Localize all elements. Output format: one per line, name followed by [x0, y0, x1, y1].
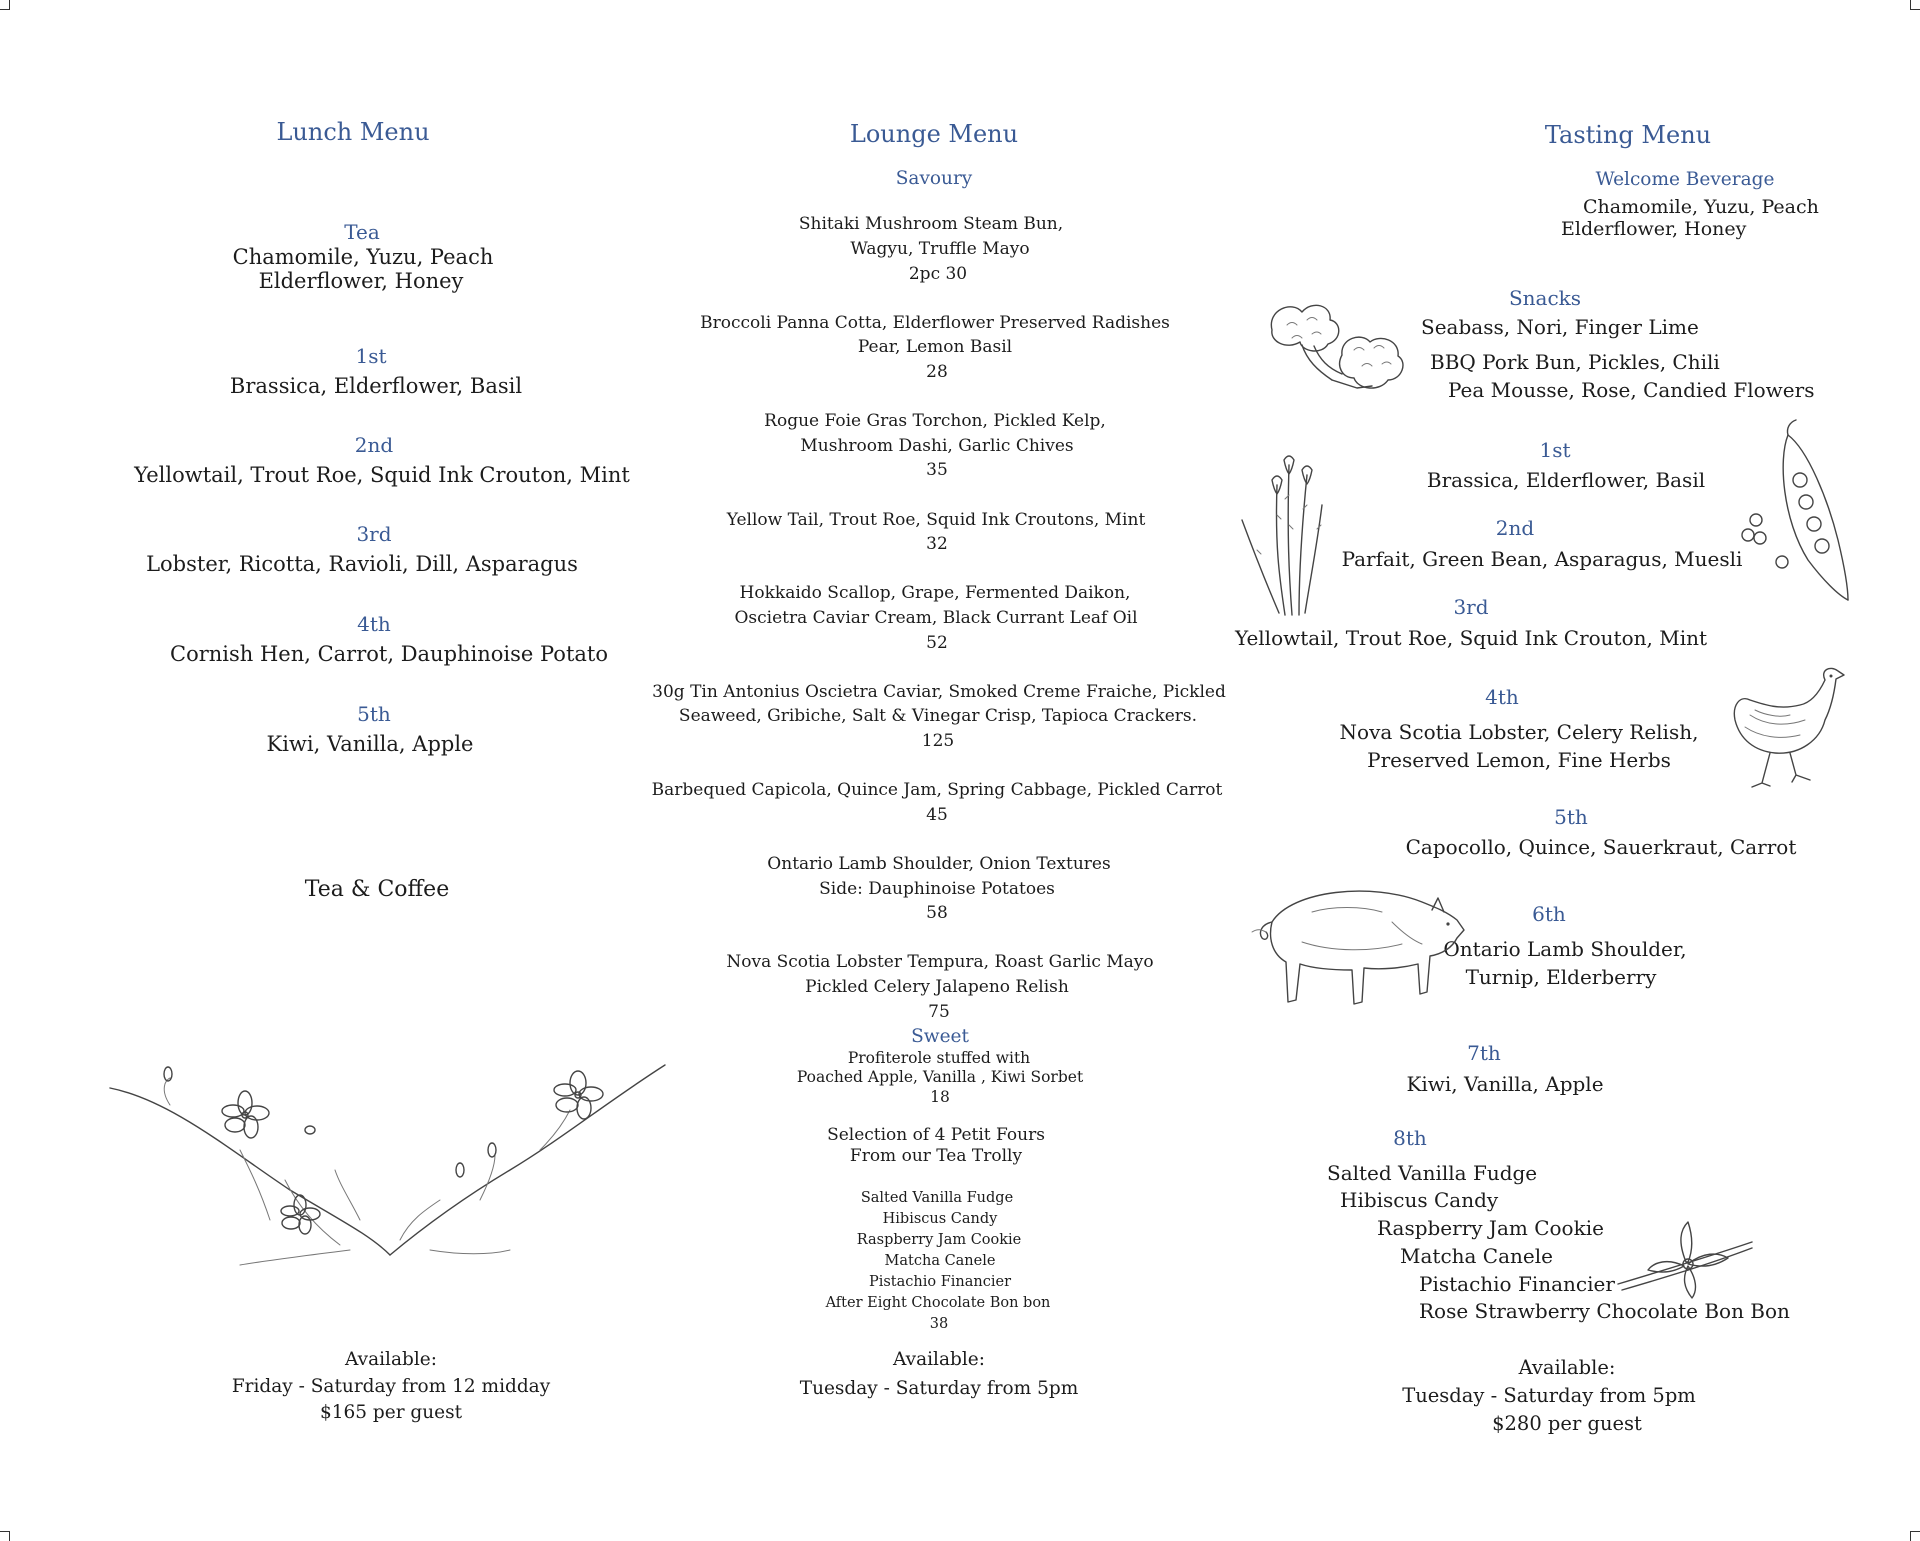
lunch-course-line: Kiwi, Vanilla, Apple — [266, 732, 474, 756]
lunch-course-line: Yellowtail, Trout Roe, Squid Ink Crouton, Mint — [134, 463, 630, 487]
lounge-item-line: 30g Tin Antonius Oscietra Caviar, Smoked Creme Fraiche, Pickled — [652, 682, 1226, 702]
tasting-course-line: Capocollo, Quince, Sauerkraut, Carrot — [1405, 835, 1797, 859]
tasting-course-label: 3rd — [1453, 595, 1489, 619]
tasting-course-label: 5th — [1554, 805, 1588, 829]
tasting-snack-item: BBQ Pork Bun, Pickles, Chili — [1430, 350, 1720, 374]
asparagus-illustration — [1237, 455, 1347, 624]
lunch-course-line: Brassica, Elderflower, Basil — [229, 374, 523, 398]
lounge-item-line: Pear, Lemon Basil — [857, 337, 1013, 357]
petit-four-item: After Eight Chocolate Bon bon — [825, 1295, 1051, 1311]
tasting-course-line: Hibiscus Candy — [1340, 1188, 1499, 1212]
lunch-course-line: Elderflower, Honey — [258, 269, 464, 293]
lounge-item-line: Oscietra Caviar Cream, Black Currant Leaf Oil — [734, 608, 1138, 628]
lounge-item-line: Seaweed, Gribiche, Salt & Vinegar Crisp, Tapioca Crackers. — [678, 706, 1198, 726]
lounge-item-line: Ontario Lamb Shoulder, Onion Textures — [767, 854, 1111, 874]
lounge-item-line: Yellow Tail, Trout Roe, Squid Ink Croutons, Mint — [726, 510, 1146, 530]
lounge-item-line: Shitaki Mushroom Steam Bun, — [798, 214, 1064, 234]
floral-wreath-illustration — [110, 1060, 670, 1284]
tasting-course-line: Yellowtail, Trout Roe, Squid Ink Crouton, Mint — [1234, 626, 1708, 650]
lounge-item-price: 58 — [926, 903, 948, 923]
lunch-course-line: Lobster, Ricotta, Ravioli, Dill, Asparagus — [146, 552, 578, 576]
tasting-course-label: 4th — [1485, 685, 1519, 709]
petit-four-item: Matcha Canele — [884, 1253, 996, 1269]
tasting-course-label: 1st — [1539, 438, 1571, 462]
tasting-course-line: Rose Strawberry Chocolate Bon Bon — [1419, 1299, 1790, 1323]
lunch-course-label: 4th — [357, 612, 391, 636]
tasting-course-line: Kiwi, Vanilla, Apple — [1406, 1072, 1604, 1096]
lunch-course-label: 5th — [357, 702, 391, 726]
lounge-item-price: 35 — [926, 460, 948, 480]
lunch-course-label: Tea — [344, 220, 380, 244]
petit-four-item: Salted Vanilla Fudge — [860, 1190, 1014, 1206]
tasting-course-label: 8th — [1393, 1126, 1427, 1150]
lounge-item-price: 45 — [926, 805, 948, 825]
pea-pod-illustration — [1738, 420, 1858, 609]
lounge-item-line: Rogue Foie Gras Torchon, Pickled Kelp, — [764, 411, 1106, 431]
petit-four-item: Raspberry Jam Cookie — [856, 1232, 1022, 1248]
lounge-item-price: 32 — [926, 534, 948, 554]
lunch-course-label: 2nd — [354, 433, 394, 457]
lunch-availability-days: Friday - Saturday from 12 midday — [231, 1376, 551, 1397]
lunch-course-label: 1st — [355, 344, 387, 368]
tasting-snack-item: Seabass, Nori, Finger Lime — [1421, 315, 1699, 339]
lounge-item-line: Broccoli Panna Cotta, Elderflower Preserved Radishes — [700, 313, 1170, 333]
tasting-snacks-label: Snacks — [1508, 286, 1582, 310]
lounge-availability-days: Tuesday - Saturday from 5pm — [799, 1378, 1079, 1399]
hen-illustration — [1730, 665, 1845, 794]
pig-illustration — [1252, 882, 1467, 1016]
tasting-course-label: 2nd — [1495, 516, 1535, 540]
tasting-course-line: Salted Vanilla Fudge — [1327, 1161, 1538, 1185]
lounge-item-price: 75 — [928, 1002, 950, 1022]
lounge-sweet-line: Poached Apple, Vanilla , Kiwi Sorbet — [796, 1068, 1084, 1086]
crop-mark-bottom-left — [0, 1531, 10, 1541]
tasting-course-line: Preserved Lemon, Fine Herbs — [1367, 748, 1671, 772]
tasting-availability-label: Available: — [1518, 1356, 1616, 1379]
petit-fours-title: Selection of 4 Petit Fours — [827, 1125, 1045, 1145]
tasting-course-line: Parfait, Green Bean, Asparagus, Muesli — [1341, 547, 1743, 571]
lounge-menu-title: Lounge Menu — [849, 120, 1019, 148]
lounge-item-price: 52 — [926, 633, 948, 653]
tasting-welcome-label: Welcome Beverage — [1595, 169, 1775, 190]
lounge-item-line: Side: Dauphinoise Potatoes — [819, 879, 1055, 899]
tasting-availability-days: Tuesday - Saturday from 5pm — [1402, 1384, 1696, 1407]
tasting-course-label: 7th — [1467, 1041, 1501, 1065]
tasting-menu-title: Tasting Menu — [1544, 121, 1712, 149]
lunch-tea-coffee: Tea & Coffee — [304, 877, 450, 902]
lounge-sweet-price: 18 — [930, 1088, 950, 1106]
crop-mark-top-right — [1910, 0, 1920, 10]
lounge-item-line: Pickled Celery Jalapeno Relish — [805, 977, 1069, 997]
tasting-price: $280 per guest — [1492, 1412, 1642, 1435]
lounge-item-line: Barbequed Capicola, Quince Jam, Spring Cabbage, Pickled Carrot — [651, 780, 1223, 800]
tasting-course-line: Brassica, Elderflower, Basil — [1426, 468, 1706, 492]
lounge-availability-label: Available: — [893, 1349, 985, 1370]
lunch-course-line: Chamomile, Yuzu, Peach — [232, 245, 494, 269]
petit-fours-price: 38 — [929, 1316, 949, 1332]
lounge-item-line: Wagyu, Truffle Mayo — [850, 239, 1030, 259]
tasting-course-line: Pistachio Financier — [1419, 1272, 1615, 1296]
tasting-course-line: Matcha Canele — [1400, 1244, 1553, 1268]
lounge-item-price: 2pc 30 — [908, 264, 968, 284]
lounge-item-line: Nova Scotia Lobster Tempura, Roast Garlic Mayo — [726, 952, 1154, 972]
lunch-price: $165 per guest — [319, 1402, 463, 1423]
tasting-course-line: Turnip, Elderberry — [1465, 965, 1657, 989]
lounge-item-line: Hokkaido Scallop, Grape, Fermented Daikon, — [739, 583, 1131, 603]
lounge-savoury-label: Savoury — [895, 168, 973, 189]
petit-fours-subtitle: From our Tea Trolly — [849, 1146, 1023, 1166]
lounge-sweet-line: Profiterole stuffed with — [847, 1049, 1031, 1067]
crop-mark-top-left — [0, 0, 10, 10]
broccoli-illustration — [1262, 300, 1412, 404]
lunch-availability-label: Available: — [345, 1349, 437, 1370]
lunch-course-label: 3rd — [356, 522, 392, 546]
lunch-course-line: Cornish Hen, Carrot, Dauphinoise Potato — [170, 642, 608, 666]
petit-four-item: Hibiscus Candy — [882, 1211, 998, 1227]
tasting-snack-item: Pea Mousse, Rose, Candied Flowers — [1448, 378, 1815, 402]
tasting-course-line: Raspberry Jam Cookie — [1377, 1216, 1604, 1240]
petit-four-item: Pistachio Financier — [868, 1274, 1012, 1290]
tasting-welcome-line: Elderflower, Honey — [1561, 218, 1747, 240]
lounge-item-price: 28 — [926, 362, 948, 382]
tasting-course-label: 6th — [1532, 902, 1566, 926]
tasting-course-line: Nova Scotia Lobster, Celery Relish, — [1339, 720, 1699, 744]
tasting-course-line: Ontario Lamb Shoulder, — [1443, 937, 1687, 961]
vanilla-flower-illustration — [1618, 1222, 1753, 1306]
lounge-item-price: 125 — [921, 731, 955, 751]
lunch-menu-title: Lunch Menu — [276, 118, 430, 146]
lounge-sweet-label: Sweet — [911, 1026, 969, 1047]
lounge-item-line: Mushroom Dashi, Garlic Chives — [800, 436, 1074, 456]
crop-mark-bottom-right — [1910, 1531, 1920, 1541]
tasting-welcome-line: Chamomile, Yuzu, Peach — [1583, 196, 1819, 218]
